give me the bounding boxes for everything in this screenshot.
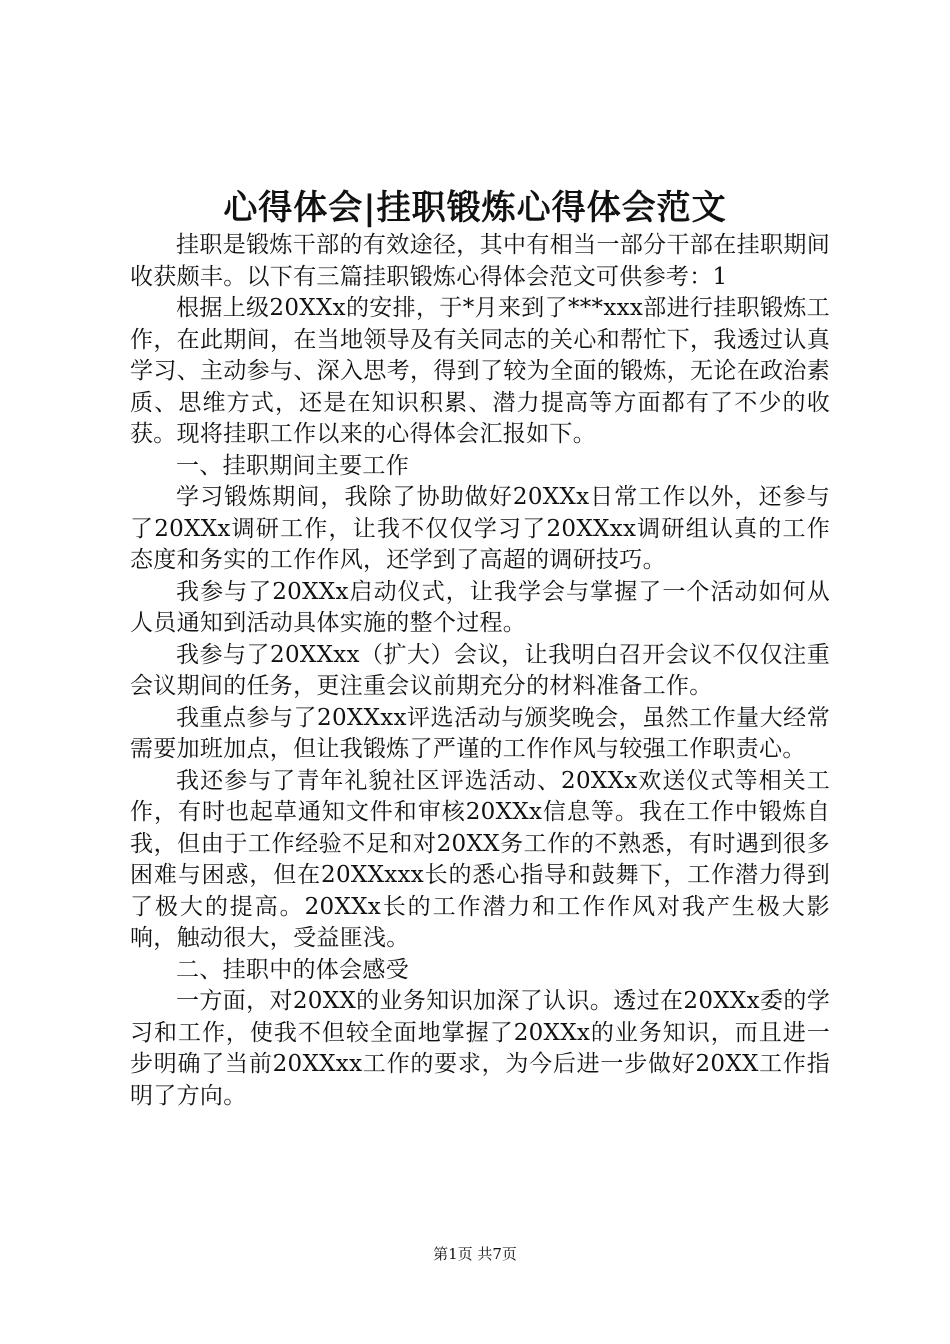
paragraph-ceremony: 我参与了20XXx启动仪式，让我学会与掌握了一个活动如何从人员通知到活动具体实施的整个过程。 bbox=[130, 578, 830, 636]
paragraph-meeting: 我参与了20XXxx（扩大）会议，让我明白召开会议不仅仅注重会议期间的任务，更注重会议前期充分的材料准备工作。 bbox=[130, 641, 830, 699]
page-footer: 第1页 共7页 bbox=[433, 1245, 517, 1263]
paragraph-selection: 我重点参与了20XXxx评选活动与颁奖晚会，虽然工作量大经常需要加班加点，但让我锻炼了严谨的工作作风与较强工作职责心。 bbox=[130, 704, 830, 762]
paragraph-other-work: 我还参与了青年礼貌社区评选活动、20XXx欢送仪式等相关工作，有时也起草通知文件和审核20XXx信息等。我在工作中锻炼自我，但由于工作经验不足和对20XX务工作的不熟悉，有时遇到很多困难与困惑，但在20XXxxx长的悉心指导和鼓舞下，工作潜力得到了极大的提高。20XXx长的工作潜力和工作作风对我产生极大影响，触动很大，受益匪浅。 bbox=[130, 767, 830, 951]
section-heading-main-work: 一、挂职期间主要工作 bbox=[176, 452, 409, 479]
paragraph-study: 学习锻炼期间，我除了协助做好20XXx日常工作以外，还参与了20XXx调研工作，让我不仅仅学习了20XXxx调研组认真的工作态度和务实的工作作风，还学到了高超的调研技巧。 bbox=[130, 484, 830, 573]
section-heading-experience: 二、挂职中的体会感受 bbox=[176, 956, 409, 983]
document-title: 心得体会|挂职锻炼心得体会范文 bbox=[223, 188, 727, 228]
paragraph-background: 根据上级20XXx的安排，于*月来到了***xxx部进行挂职锻炼工作，在此期间，在当地领导及有关同志的关心和帮忙下，我透过认真学习、主动参与、深入思考，得到了较为全面的锻炼，无论在政治素质、思维方式，还是在知识积累、潜力提高等方面都有了不少的收获。现将挂职工作以来的心得体会汇报如下。 bbox=[130, 295, 830, 447]
paragraph-intro: 挂职是锻炼干部的有效途径，其中有相当一部分干部在挂职期间收获颇丰。以下有三篇挂职锻炼心得体会范文可供参考：1 bbox=[130, 232, 830, 290]
document-body bbox=[130, 230, 830, 1112]
paragraph-knowledge: 一方面，对20XX的业务知识加深了认识。透过在20XXx委的学习和工作，使我不但较全面地掌握了20XXx的业务知识，而且进一步明确了当前20XXxx工作的要求，为今后进一步做好20XX工作指明了方向。 bbox=[130, 988, 830, 1109]
